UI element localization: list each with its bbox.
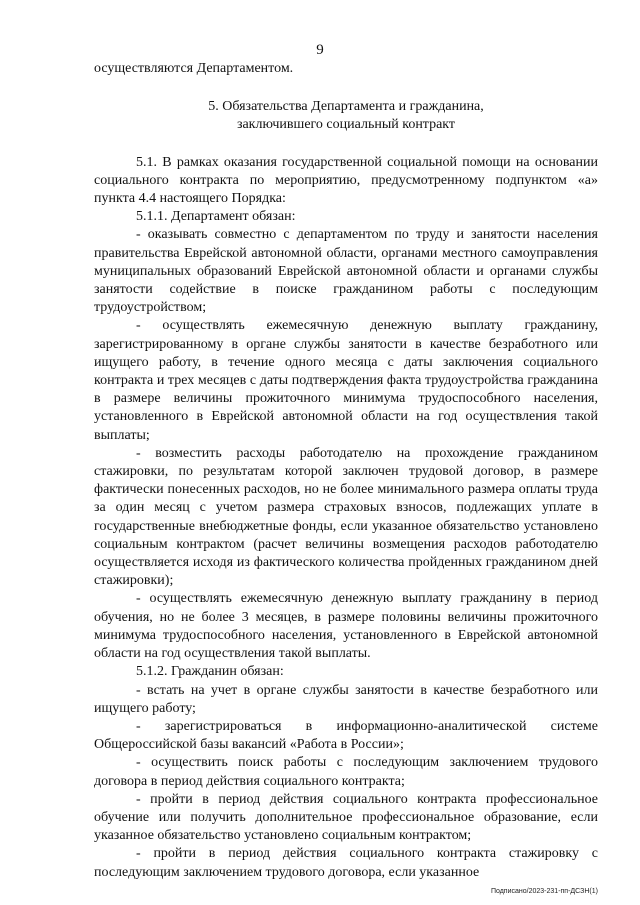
list-item: - встать на учет в органе службы занятости в качестве безработного или ищущего работу; [94, 682, 598, 716]
list-item: - зарегистрироваться в информационно-аналитической системе Общероссийской базы вакансий «Работа в России»; [94, 718, 598, 753]
section-heading-line-1: 5. Обязательства Департамента и гражданина, [208, 99, 484, 115]
list-item: - пройти в период действия социального контракта стажировку с последующим заключением трудового договора, если указанное [94, 846, 598, 880]
document-body [94, 60, 598, 882]
paragraph-5-1: 5.1. В рамках оказания государственной социальной помощи на основании социального контракта по мероприятию, предусмотренному подпунктом «а» пункта 4.4 настоящего Порядка: [94, 154, 598, 207]
paragraph-5-1-2-heading: 5.1.2. Гражданин обязан: [136, 664, 284, 680]
list-item: - осуществлять ежемесячную денежную выплату гражданину, зарегистрированному в органе службы занятости в качестве безработного или ищущего работу, в течение одного месяца с даты заключения социального контракта и трех месяцев с даты подтверждения факта трудоустройства гражданина в размере величины прожиточного минимума трудоспособного населения, установленного в Еврейской автономной области на год осуществления такой выплаты; [94, 318, 598, 443]
section-heading [94, 98, 598, 134]
document-footer-id: Подписано/2023-231-пп-ДСЗН(1) [490, 888, 598, 895]
list-item: - пройти в период действия социального контракта профессиональное обучение или получить дополнительное профессиональное образование, если указанное обязательство установлено социальным контрактом; [94, 791, 598, 844]
section-heading-line-2: заключившего социальный контракт [236, 117, 456, 133]
list-item: - возместить расходы работодателю на прохождение гражданином стажировки, по результатам которой заключен трудовой договор, в размере фактически понесенных расходов, но не более минимального размера оплаты труда за один месяц с учетом размера страховых взносов, подлежащих уплате в государственные внебюджетные фонды, если указанное обязательство установлено социальным контрактом (расчет величины возмещения расходов работодателю осуществляется исходя из фактического количества пройденных гражданином дней стажировки); [94, 445, 598, 589]
list-item: - осуществлять ежемесячную денежную выплату гражданину в период обучения, но не более 3 месяцев, в размере половины величины прожиточного минимума трудоспособного населения, установленного в Еврейской автономной области на год осуществления такой выплаты. [94, 591, 598, 662]
paragraph-5-1-1-heading: 5.1.1. Департамент обязан: [136, 209, 296, 225]
page-number: 9 [316, 42, 324, 58]
lead-text: осуществляются Департаментом. [94, 61, 294, 76]
list-item: - оказывать совместно с департаментом по труду и занятости населения правительства Еврейской автономной области, органами местного самоуправления муниципальных образований Еврейской автономной области и органами службы занятости содействие в поиске гражданином работы с последующим трудоустройством; [94, 227, 598, 316]
list-item: - осуществить поиск работы с последующим заключением трудового договора в период действия социального контракта; [94, 755, 598, 789]
